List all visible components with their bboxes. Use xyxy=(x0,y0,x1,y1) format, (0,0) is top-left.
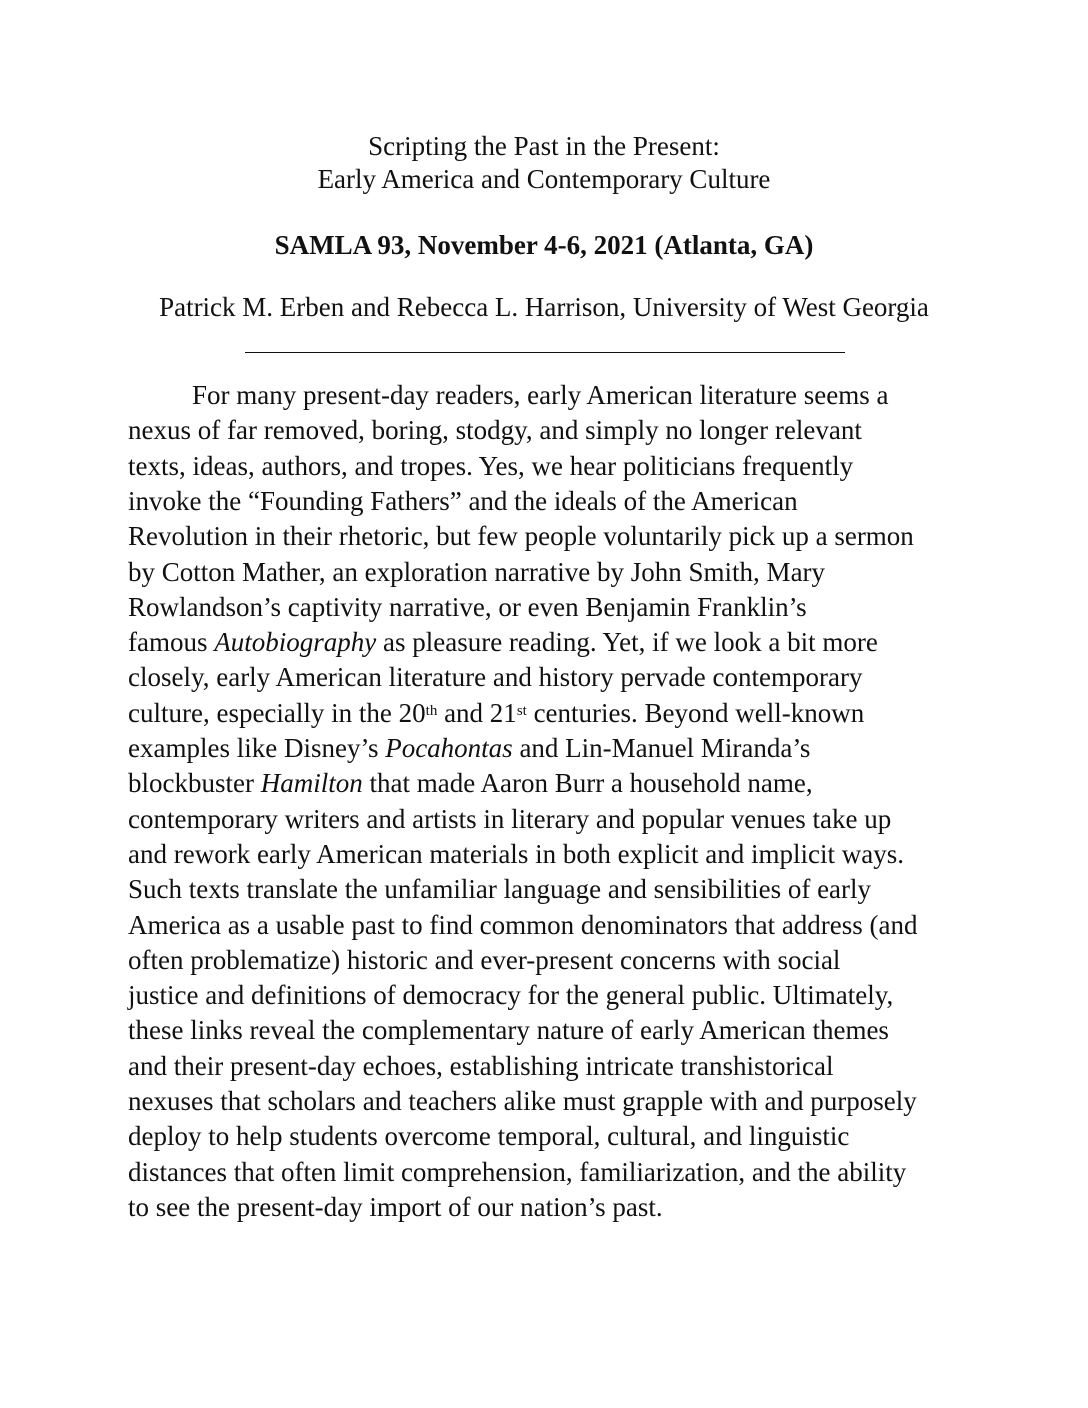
body-line xyxy=(128,484,798,519)
text-run: culture, especially in the 20 xyxy=(128,697,426,728)
body-line xyxy=(128,1119,849,1154)
body-line xyxy=(128,696,864,731)
text-run: invoke the “Founding Fathers” and the ideals of the American xyxy=(128,485,798,516)
separator-rule xyxy=(245,352,845,353)
body-line xyxy=(128,837,904,872)
body-line xyxy=(128,802,891,837)
text-run: justice and definitions of democracy for the general public. Ultimately, xyxy=(128,980,894,1011)
text-run: and 21 xyxy=(437,697,517,728)
text-run: these links reveal the complementary nature of early American themes xyxy=(128,1015,889,1046)
text-run: to see the present-day import of our nation’s past. xyxy=(128,1191,663,1222)
body-line xyxy=(128,943,840,978)
text-run: and rework early American materials in both explicit and implicit ways. xyxy=(128,838,905,869)
body-line xyxy=(128,1190,663,1225)
body-line xyxy=(128,555,825,590)
text-run: deploy to help students overcome temporal, cultural, and linguistic xyxy=(128,1121,850,1152)
body-line xyxy=(128,413,862,448)
text-run: texts, ideas, authors, and tropes. Yes, we hear politicians frequently xyxy=(128,450,854,481)
text-run: and their present-day echoes, establishing intricate transhistorical xyxy=(128,1050,834,1081)
body-line xyxy=(128,449,853,484)
body-line xyxy=(128,590,807,625)
body-line xyxy=(128,1084,917,1119)
text-run: blockbuster xyxy=(128,768,261,799)
text-run: Such texts translate the unfamiliar language and sensibilities of early xyxy=(128,874,872,905)
superscript: th xyxy=(425,702,438,719)
body-line xyxy=(128,731,810,766)
text-run: nexuses that scholars and teachers alike must grapple with and purposely xyxy=(128,1086,917,1116)
body-line xyxy=(128,978,893,1013)
text-run: that made Aaron Burr a household name, xyxy=(362,768,813,799)
text-run: nexus of far removed, boring, stodgy, and simply no longer relevant xyxy=(128,415,862,446)
text-run: Revolution in their rhetoric, but few people voluntarily pick up a sermon xyxy=(128,521,914,552)
text-run: and Lin-Manuel Miranda’s xyxy=(512,733,811,763)
text-run: closely, early American literature and history pervade contemporary xyxy=(128,662,863,693)
italic-title: Pocahontas xyxy=(385,733,513,763)
text-run: by Cotton Mather, an exploration narrative by John Smith, Mary xyxy=(128,556,826,587)
body-line xyxy=(128,1013,889,1048)
body-line xyxy=(128,660,862,695)
body-line xyxy=(128,1049,834,1084)
body-line xyxy=(128,766,813,801)
body-line xyxy=(128,908,918,943)
text-run: often problematize) historic and ever-present concerns with social xyxy=(128,944,841,975)
text-run: centuries. Beyond well-known xyxy=(526,697,865,728)
text-run: Rowlandson’s captivity narrative, or even Benjamin Franklin’s xyxy=(128,591,807,622)
italic-title: Autobiography xyxy=(214,627,377,658)
superscript: st xyxy=(516,702,527,719)
italic-title: Hamilton xyxy=(260,768,363,799)
body-line xyxy=(192,378,888,413)
title-line-2: Early America and Contemporary Culture xyxy=(317,164,771,194)
conference-heading: SAMLA 93, November 4-6, 2021 (Atlanta, GA) xyxy=(274,230,814,260)
body-line xyxy=(128,519,914,554)
text-run: as pleasure reading. Yet, if we look a bit more xyxy=(376,627,878,658)
text-run: famous xyxy=(128,627,215,658)
body-line xyxy=(128,872,871,907)
text-run: For many present-day readers, early American literature seems a xyxy=(192,380,889,410)
body-line xyxy=(128,1155,906,1190)
authors-line: Patrick M. Erben and Rebecca L. Harrison, University of West Georgia xyxy=(159,292,929,322)
body-line xyxy=(128,625,878,660)
text-run: examples like Disney’s xyxy=(128,733,386,763)
text-run: America as a usable past to find common denominators that address (and xyxy=(128,909,918,940)
title-line-1: Scripting the Past in the Present: xyxy=(368,131,720,161)
text-run: distances that often limit comprehension, familiarization, and the ability xyxy=(128,1156,907,1187)
text-run: contemporary writers and artists in literary and popular venues take up xyxy=(128,803,892,834)
